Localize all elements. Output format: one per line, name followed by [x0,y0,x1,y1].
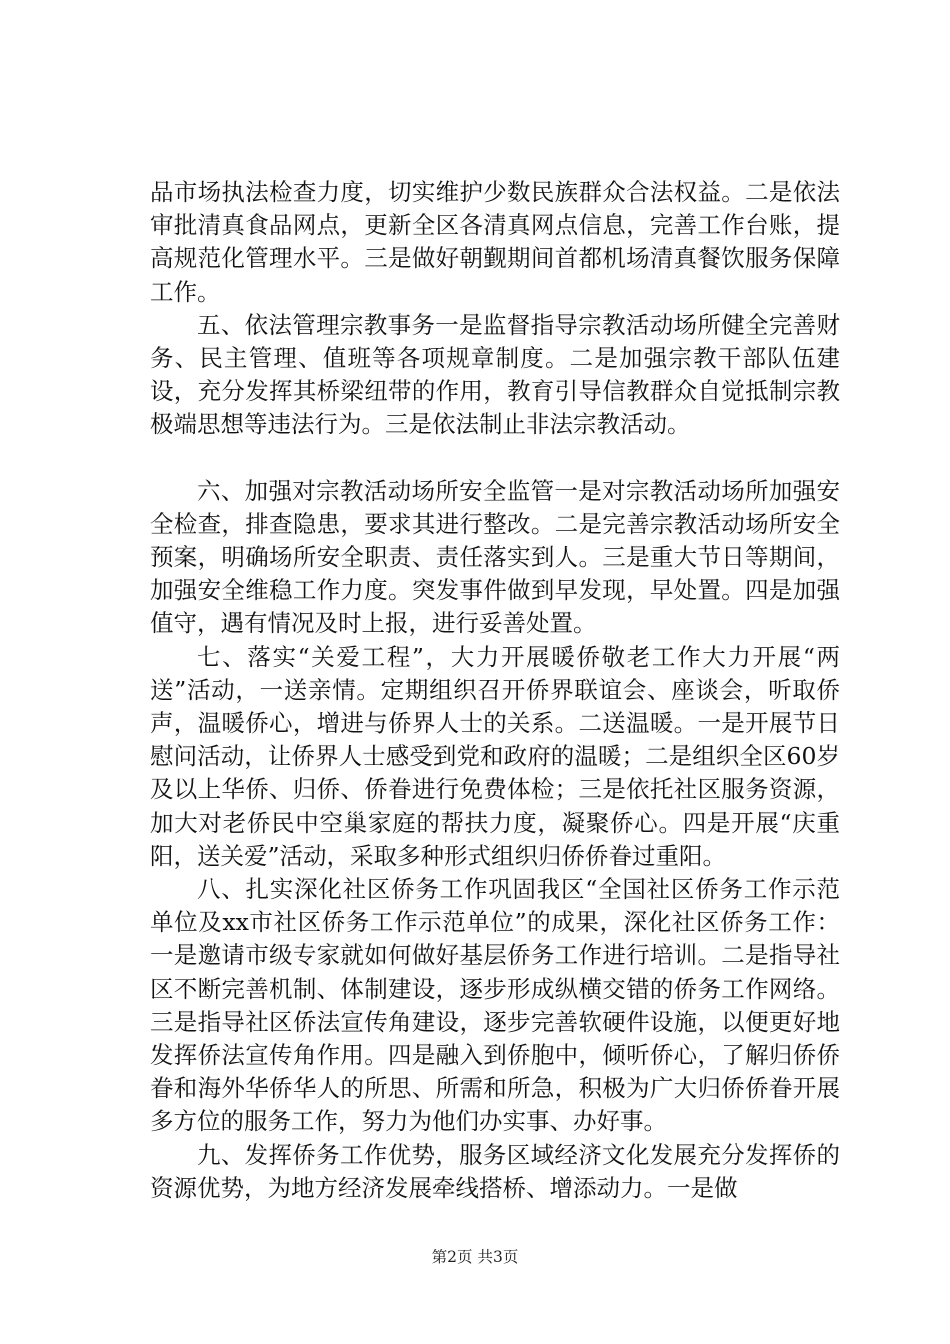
paragraph-section-5: 五、依法管理宗教事务一是监督指导宗教活动场所健全完善财务、民主管理、值班等各项规章制度。二是加强宗教干部队伍建设，充分发挥其桥梁纽带的作用，教育引导信教群众自觉抵制宗教极端思想等违法行为。三是依法制止非法宗教活动。 [150,310,840,439]
paragraph-continuation: 品市场执法检查力度，切实维护少数民族群众合法权益。二是依法审批清真食品网点，更新全区各清真网点信息，完善工作台账，提高规范化管理水平。三是做好朝觐期间首都机场清真餐饮服务保障工作。 [150,178,840,306]
paragraph-section-8: 八、扎实深化社区侨务工作巩固我区“全国社区侨务工作示范单位及xx市社区侨务工作示范单位”的成果，深化社区侨务工作：一是邀请市级专家就如何做好基层侨务工作进行培训。二是指导社区不断完善机制、体制建设，逐步形成纵横交错的侨务工作网络。三是指导社区侨法宣传角建设，逐步完善软硬件设施，以便更好地发挥侨法宣传角作用。四是融入到侨胞中，倾听侨心，了解归侨侨眷和海外华侨华人的所思、所需和所急，积极为广大归侨侨眷开展多方位的服务工作，努力为他们办实事、办好事。 [150,875,840,1136]
paragraph-section-6: 六、加强对宗教活动场所安全监管一是对宗教活动场所加强安全检查，排查隐患，要求其进行整改。二是完善宗教活动场所安全预案，明确场所安全职责、责任落实到人。三是重大节日等期间，加强安全维稳工作力度。突发事件做到早发现，早处置。四是加强值守，遇有情况及时上报，进行妥善处置。 [150,476,840,638]
paragraph-section-9: 九、发挥侨务工作优势，服务区域经济文化发展充分发挥侨的资源优势，为地方经济发展牵线搭桥、增添动力。一是做 [150,1140,840,1202]
paragraph-section-7: 七、落实“关爱工程”，大力开展暖侨敬老工作大力开展“两送”活动，一送亲情。定期组织召开侨界联谊会、座谈会，听取侨声，温暖侨心，增进与侨界人士的关系。二送温暖。一是开展节日慰问活动，让侨界人士感受到党和政府的温暖；二是组织全区60岁及以上华侨、归侨、侨眷进行免费体检；三是依托社区服务资源，加大对老侨民中空巢家庭的帮扶力度，凝聚侨心。四是开展“庆重阳，送关爱”活动，采取多种形式组织归侨侨眷过重阳。 [150,642,840,870]
document-body [150,176,840,1205]
page-number-footer: 第2页 共3页 [431,1248,519,1266]
